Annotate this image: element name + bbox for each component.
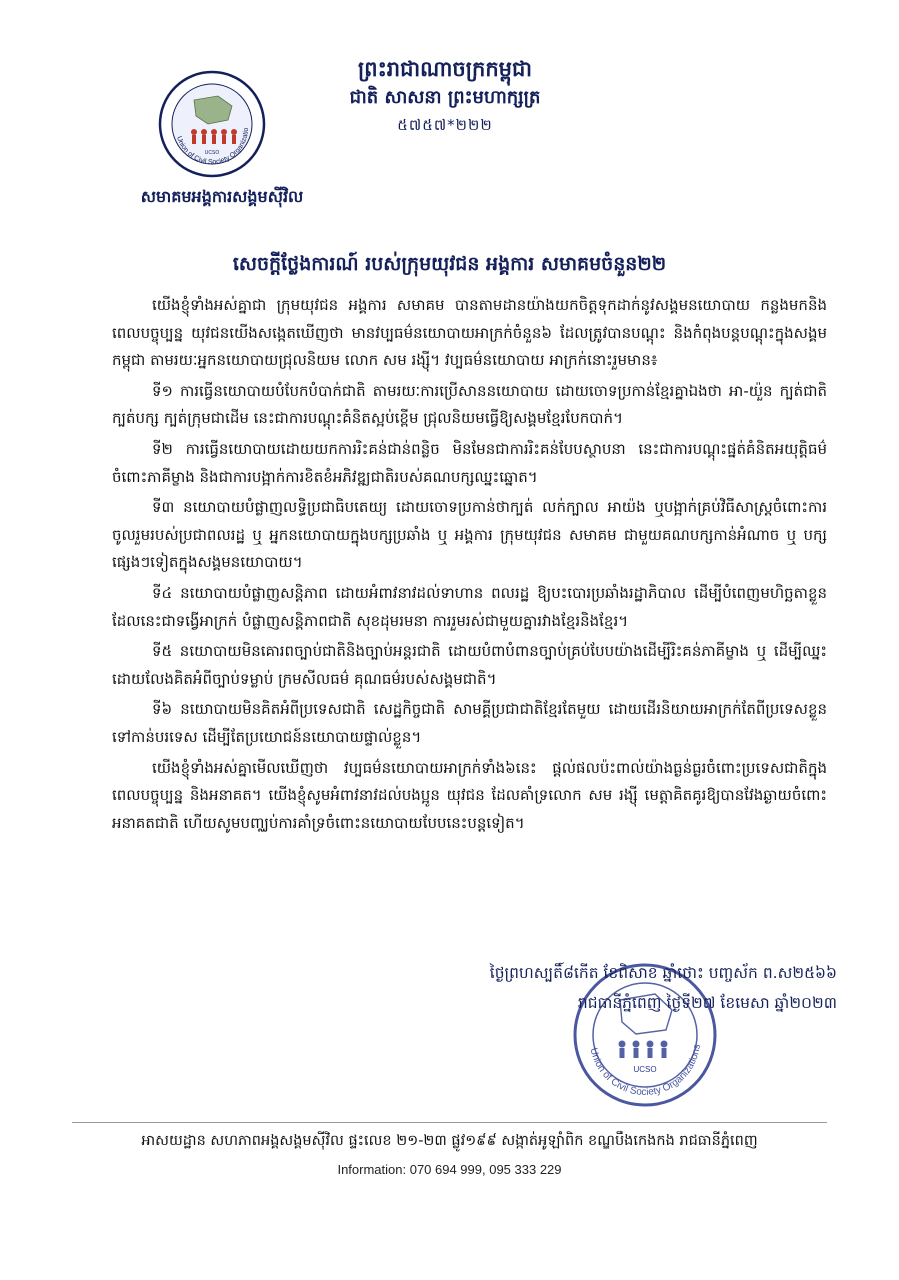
statement-body: [112, 292, 827, 840]
stamp-text: Union of Civil Society Organizations: [587, 1043, 703, 1099]
paragraph-point-2: ទី២ ការធ្វើនយោបាយដោយយកការរិះគន់ជាន់ពន្លិច មិនមែនជាការរិះគន់បែបស្ថាបនា នេះជាការបណ្តុះផ្នត់គំនិតអយុត្តិធម៌ចំពោះភាគីម្ខាង និងជាការបង្អាក់ការខិតខំអភិវឌ្ឍជាតិរបស់គណបក្សឈ្នះឆ្នោត។: [112, 439, 827, 486]
footer-divider: [72, 1122, 827, 1123]
organization-logo: [158, 70, 266, 178]
logo-abbrev: UCSO: [204, 150, 220, 156]
lunar-date: ថ្ងៃព្រហស្បតិ៍៨កើត ខែពិសាខ ឆ្នាំថោះ បញ្ចស័ក ព.ស២៥៦៦: [489, 964, 837, 982]
solar-date: រាជធានីភ្នំពេញ ថ្ងៃទី២៧ ខែមេសា ឆ្នាំ២០២៣: [577, 994, 837, 1012]
stamp-abbrev: UCSO: [633, 1065, 657, 1074]
closing-date-block: [490, 958, 837, 1018]
paragraph-point-6: ទី៦ នយោបាយមិនគិតអំពីប្រទេសជាតិ សេដ្ឋកិច្ចជាតិ សាមគ្គីប្រជាជាតិខ្មែរតែមួយ ដោយដើរនិយាយអាក្រក់តែពីប្រទេសខ្លួនទៅកាន់បរទេស ដើម្បីតែប្រយោជន៍នយោបាយផ្ទាល់ខ្លួន។: [112, 700, 827, 746]
kingdom-heading: [330, 54, 560, 138]
footer-contact-info: Information: 070 694 999, 095 333 229: [337, 1162, 562, 1177]
paragraph-intro: យើងខ្ញុំទាំងអស់គ្នាជា ក្រុមយុវជន អង្គការ សមាគម បានតាមដានយ៉ាងយកចិត្តទុកដាក់នូវសង្គមនយោបាយ កន្លងមកនិងពេលបច្ចុប្បន្ន យុវជនយើងសង្កេតឃើញថា មានវប្បធម៌នយោបាយអាក្រក់ចំនួន៦ ដែលត្រូវបានបណ្តុះ និងកំពុងបន្តបណ្តុះក្នុងសង្គមកម្ពុជា តាមរយៈអ្នកនយោបាយជ្រុលនិយម លោក សម រង្ស៊ី។ វប្បធម៌នយោបាយ អាក្រក់នោះរួមមាន៖: [112, 296, 827, 370]
paragraph-point-1: ទី១ ការធ្វើនយោបាយបំបែកបំបាក់ជាតិ តាមរយៈការប្រើសាននយោបាយ ដោយចោទប្រកាន់ខ្មែរគ្នាឯងថា អា-យ៉ួន ក្បត់ជាតិ ក្បត់បក្ស ក្បត់ក្រុមជាដើម នេះជាការបណ្តុះគំនិតស្អប់ខ្ពើម ជ្រុលនិយមធ្វើឱ្យសង្គមខ្មែរបែកបាក់។: [112, 381, 827, 428]
statement-title: សេចក្តីថ្លែងការណ៍ របស់ក្រុមយុវជន អង្គការ សមាគមចំនួន២២: [232, 253, 667, 275]
paragraph-point-3: ទី៣ នយោបាយបំផ្លាញលទ្ធិប្រជាធិបតេយ្យ ដោយចោទប្រកាន់ថាក្បត់ លក់ក្បាល អាយ៉ង ឬបង្អាក់គ្រប់វិធីសាស្រ្តចំពោះការចូលរួមរបស់ប្រជាពលរដ្ឋ ឬ អ្នកនយោបាយក្នុងបក្សប្រឆាំង ឬ អង្គការ ក្រុមយុវជន សមាគម ជាមួយគណបក្សកាន់អំណាច ឬ បក្សផ្សេងៗទៀតក្នុងសង្គមនយោបាយ។: [112, 498, 827, 572]
footer-address: អាសយដ្ឋាន សហភាពអង្គសង្គមស៊ីវិល ផ្ទះលេខ ២១-២៣ ផ្លូវ១៩៩ សង្កាត់អូឡាំពិក ខណ្ឌបឹងកេងកង រាជធានីភ្នំពេញ: [141, 1133, 758, 1149]
kingdom-title: ព្រះរាជាណាចក្រកម្ពុជា: [357, 57, 532, 81]
paragraph-point-5: ទី៥ នយោបាយមិនគោរពច្បាប់ជាតិនិងច្បាប់អន្តរជាតិ ដោយបំពាបំពានច្បាប់គ្រប់បែបយ៉ាងដើម្បីរិះគន់ភាគីម្ខាង ឬ ដើម្បីឈ្នះ ដោយលែងគិតអំពីច្បាប់ទម្លាប់ ក្រមសីលធម៌ គុណធម៌របស់សង្គមជាតិ។: [112, 642, 827, 688]
organization-name: សមាគមអង្គការសង្គមស៊ីវិល: [140, 187, 304, 206]
ornament-divider: ៥៧៥៧*២២២: [397, 116, 493, 134]
paragraph-point-4: ទី៤ នយោបាយបំផ្លាញសន្តិភាព ដោយអំពាវនាវដល់ទាហាន ពលរដ្ឋ ឱ្យបះបោរប្រឆាំងរដ្ឋាភិបាល ដើម្បីបំពេញមហិច្ឆតាខ្លួន ដែលនេះជាទង្វើអាក្រក់ បំផ្លាញសន្តិភាពជាតិ សុខដុមរមនា ការរួមរស់ជាមួយគ្នារវាងខ្មែរនិងខ្មែរ។: [112, 583, 827, 630]
logo-seal-graphic: [158, 70, 266, 178]
logo-text: Union of Civil Society Organizatio: [175, 127, 251, 167]
national-motto: ជាតិ សាសនា ព្រះមហាក្សត្រ: [349, 87, 541, 108]
paragraph-conclusion: យើងខ្ញុំទាំងអស់គ្នាមើលឃើញថា វប្បធម៌នយោបាយអាក្រក់ទាំង៦នេះ ផ្តល់ផលប៉ះពាល់យ៉ាងធ្ងន់ធ្ងរចំពោះប្រទេសជាតិក្នុងពេលបច្ចុប្បន្ន និងអនាគត។ យើងខ្ញុំសូមអំពាវនាវដល់បងប្អូន យុវជន ដែលគាំទ្រលោក សម រង្ស៊ី មេត្តាគិតគូរឱ្យបានវែងឆ្ងាយចំពោះអនាគតជាតិ ហើយសូមបញ្ឈប់ការគាំទ្រចំពោះនយោបាយបែបនេះបន្តទៀត។: [112, 758, 827, 832]
